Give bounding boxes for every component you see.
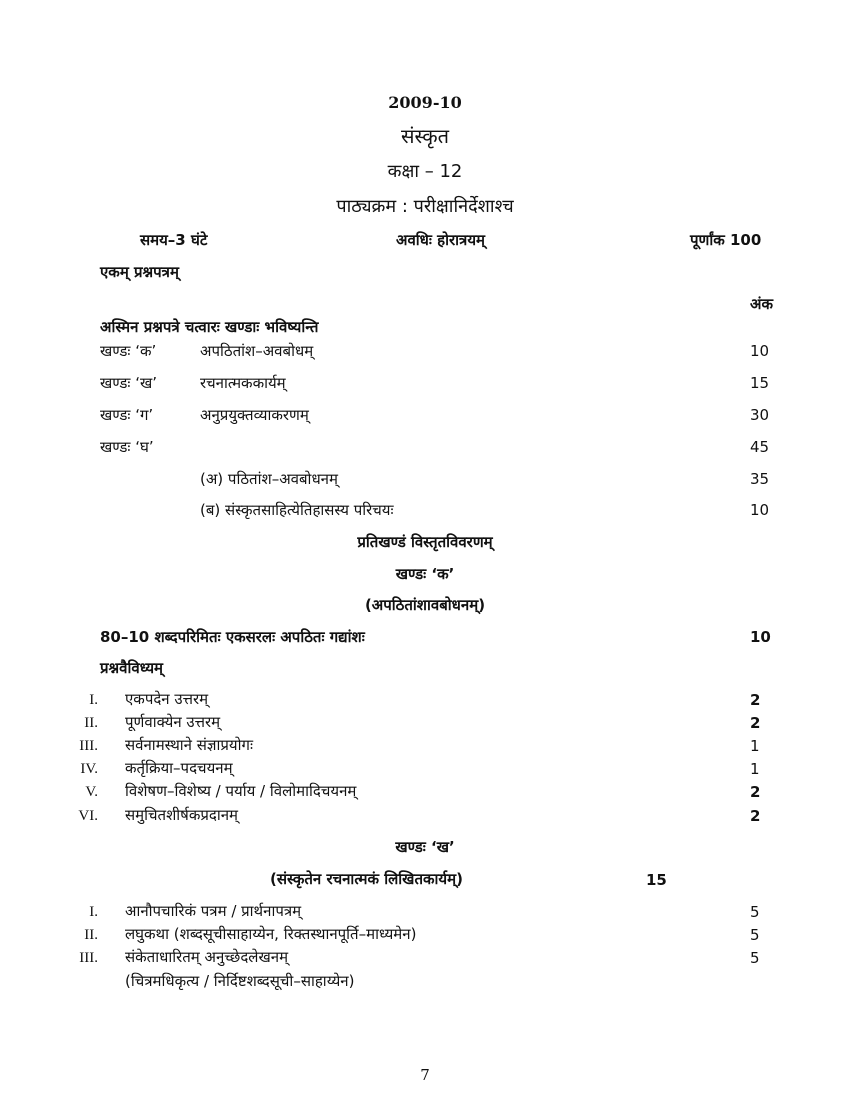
item-marks: 5 [750,903,760,921]
section-marks: 30 [750,406,770,424]
item-marks: 2 [750,783,761,801]
section-ka-subheading: (अपठितांशावबोधनम्) [364,596,486,614]
section-label: खण्डः ‘ख’ [100,374,158,392]
item-number: IV. [80,761,98,777]
section-marks: 15 [750,374,770,392]
section-name: रचनात्मककार्यम् [200,374,286,392]
exam-time: समय–3 घंटे [140,231,208,249]
section-name: अनुप्रयुक्तव्याकरणम् [200,406,309,424]
section-name: अपठितांश–अवबोधम् [200,342,314,360]
item-number: II. [84,715,98,731]
subject-title: संस्कृत [400,124,450,148]
section-ka-heading: खण्डः ‘क’ [395,565,455,583]
section-marks: 10 [750,342,770,360]
question-variety-heading: प्रश्नवैविध्यम् [100,659,164,677]
item-marks: 5 [750,926,760,944]
item-marks: 1 [750,760,760,778]
item-text: समुचितशीर्षकप्रदानम् [125,806,239,824]
passage-marks: 10 [750,628,771,646]
section-label: खण्डः ‘ग’ [100,406,154,424]
item-number: III. [79,950,98,966]
item-marks: 2 [750,807,761,825]
item-number: I. [89,904,98,920]
section-label: खण्डः ‘क’ [100,342,157,360]
exam-duration: अवधिः होरात्रयम् [396,231,485,249]
item-number: III. [79,738,98,754]
item-number: II. [84,927,98,943]
item-text: कर्तृक्रिया–पदचयनम् [125,759,233,777]
item-text: आनौपचारिकं पत्रम / प्रार्थनापत्रम् [125,902,302,920]
subsection-text: (अ) पठितांश–अवबोधनम् [200,470,338,488]
section-kha-marks: 15 [646,871,667,889]
item-text: पूर्णवाक्येन उत्तरम् [125,713,221,731]
section-kha-note: (चित्रमधिकृत्य / निर्दिष्टशब्दसूची–साहाय्येन) [125,972,355,990]
item-text: विशेषण–विशेष्य / पर्याय / विलोमादिचयनम् [125,782,357,800]
class-heading: कक्षा – 12 [387,161,463,182]
section-kha-subheading: (संस्कृतेन रचनात्मकं लिखितकार्यम्) [270,870,463,888]
marks-column-header: अंक [750,295,773,313]
intro-line: अस्मिन प्रश्नपत्रे चत्वारः खण्डाः भविष्यन्ति [100,318,319,336]
subsection-marks: 10 [750,501,770,519]
section-marks: 45 [750,438,770,456]
subsection-marks: 35 [750,470,770,488]
detail-heading: प्रतिखण्डं विस्तृतविवरणम् [357,533,493,551]
section-label: खण्डः ‘घ’ [100,438,154,456]
item-marks: 1 [750,737,760,755]
passage-description: 80–10 शब्दपरिमितः एकसरलः अपठितः गद्यांशः [100,628,365,646]
syllabus-title: पाठ्यक्रम : परीक्षानिर्देशाश्च [336,196,514,217]
item-marks: 2 [750,714,761,732]
item-number: V. [85,784,98,800]
subsection-text: (ब) संस्कृतसाहित्येतिहासस्य परिचयः [200,501,394,519]
item-text: एकपदेन उत्तरम् [125,690,209,708]
item-marks: 5 [750,949,760,967]
page-number: 7 [420,1066,430,1084]
item-text: सर्वनामस्थाने संज्ञाप्रयोगः [125,736,253,754]
item-number: VI. [78,808,98,824]
item-marks: 2 [750,691,761,709]
paper-label: एकम् प्रश्नपत्रम् [100,263,179,281]
item-number: I. [89,692,98,708]
item-text: संकेताधारितम् अनुच्छेदलेखनम् [125,948,289,966]
year-heading: 2009-10 [388,93,462,112]
item-text: लघुकथा (शब्दसूचीसाहाय्येन, रिक्तस्थानपूर्ति–माध्यमेन) [125,925,417,943]
section-kha-heading: खण्डः ‘ख’ [395,838,455,856]
max-marks: पूर्णांक 100 [690,231,762,249]
